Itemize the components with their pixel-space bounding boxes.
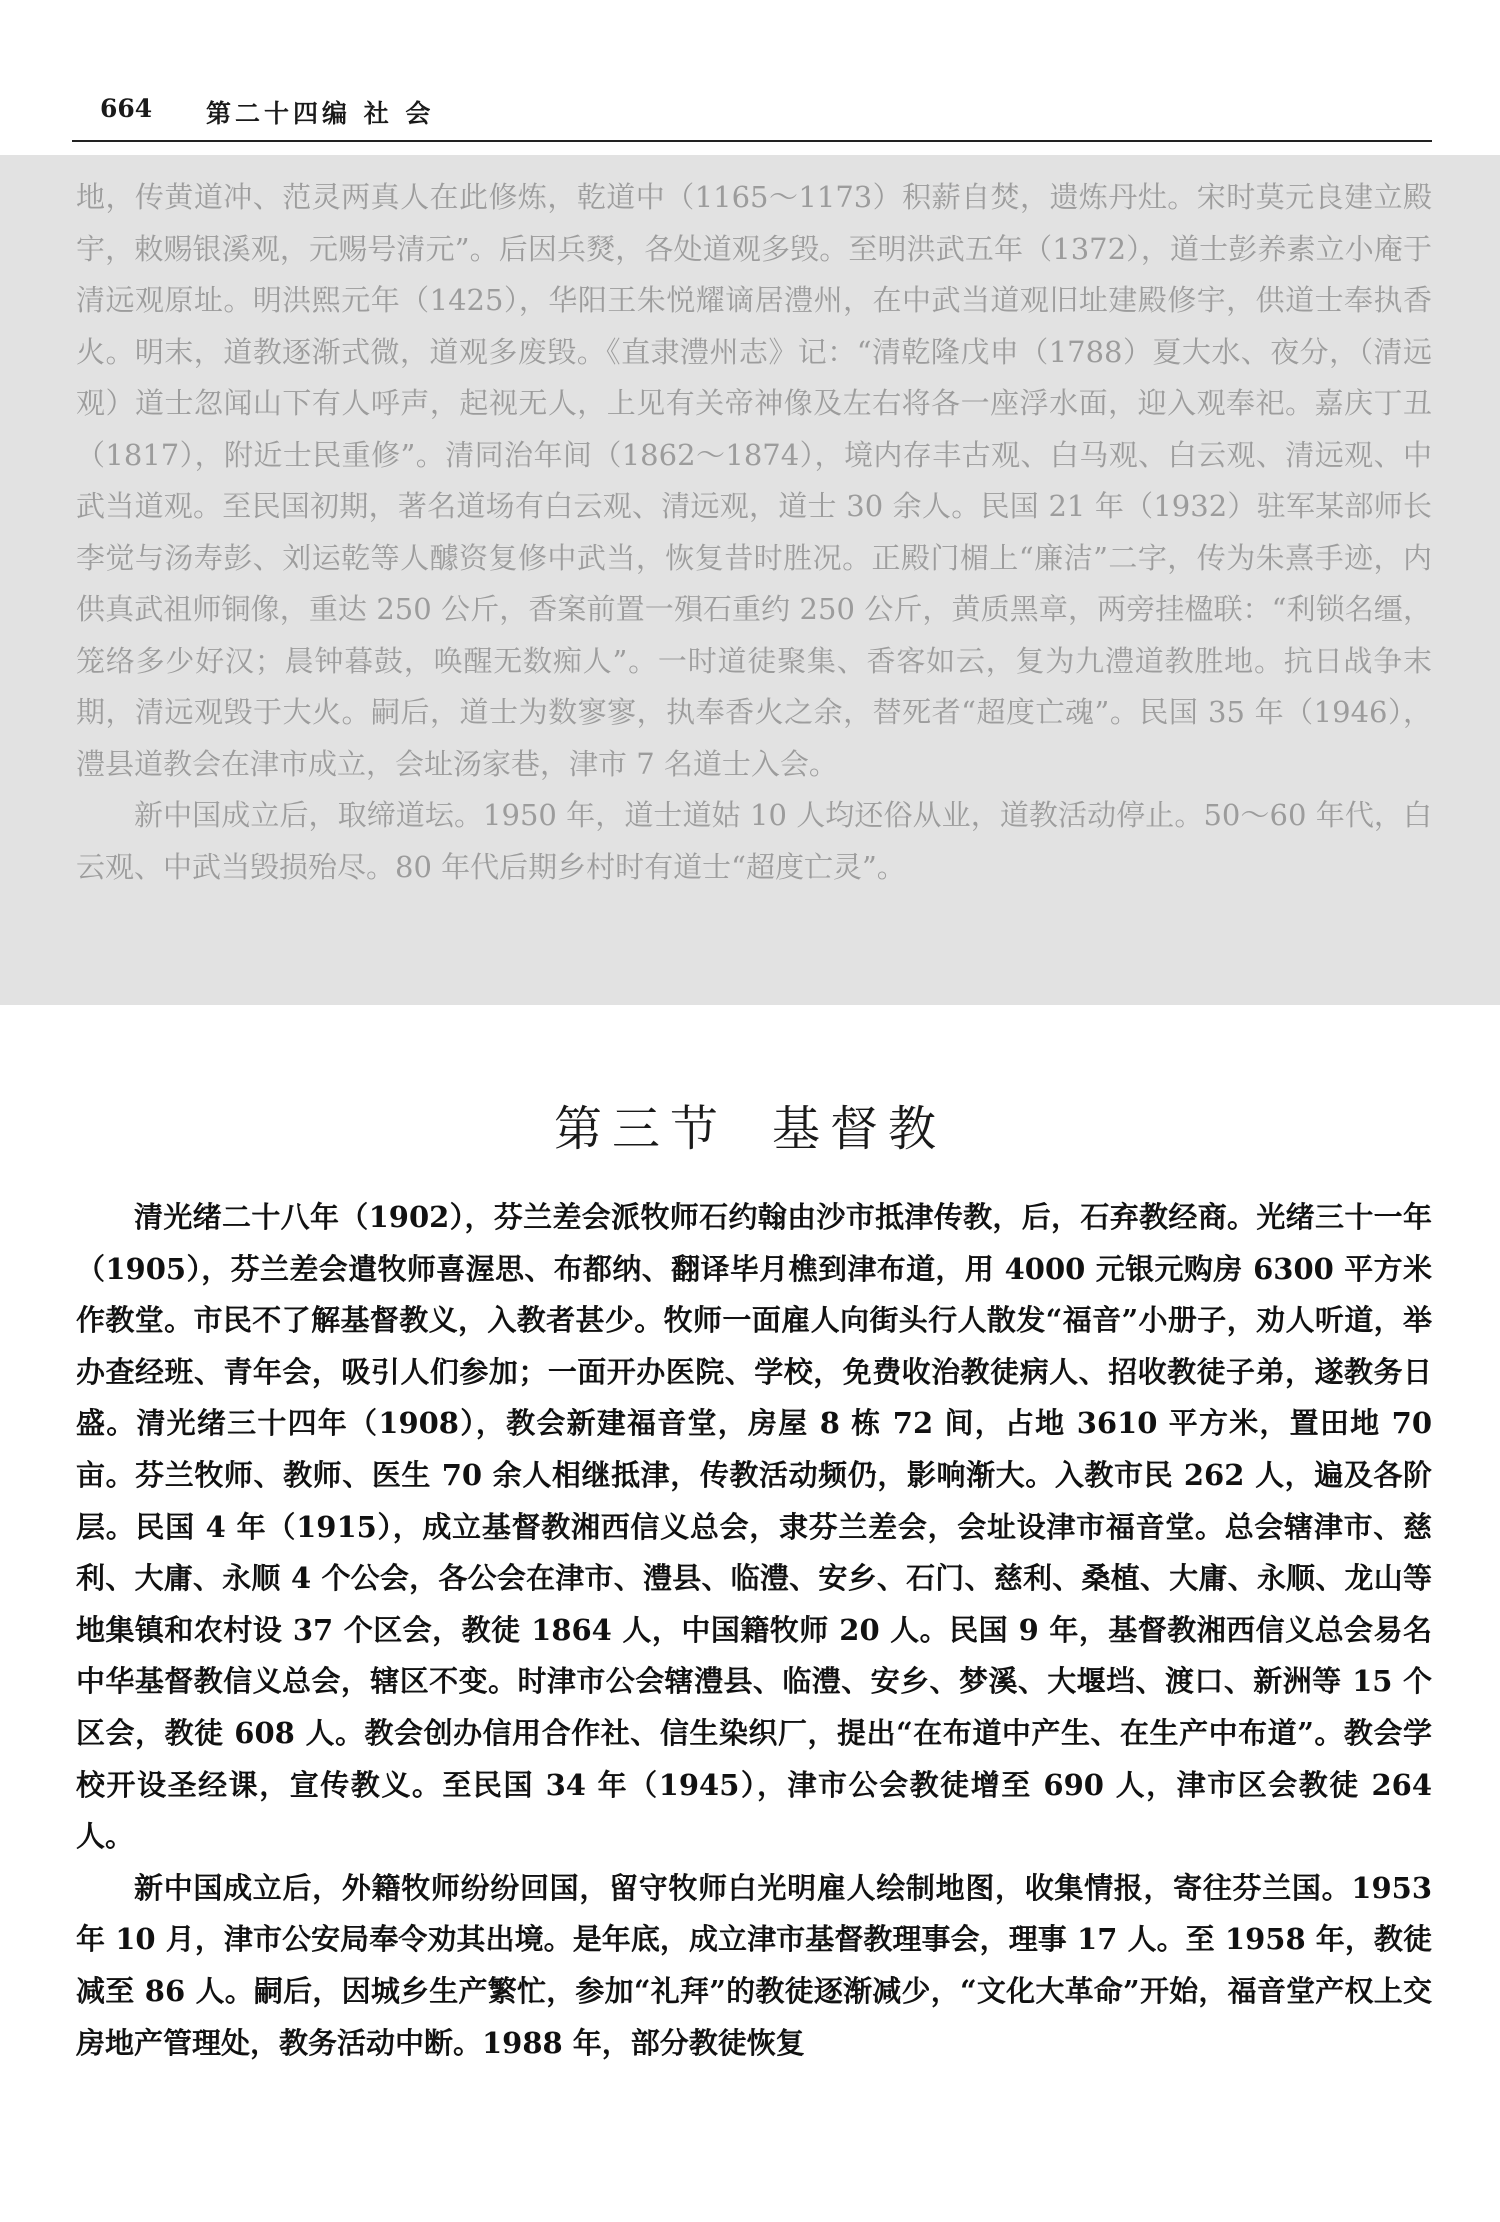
page-number: 664 — [100, 94, 153, 123]
main-paragraph-1: 清光绪二十八年（1902），芬兰差会派牧师石约翰由沙市抵津传教，后，石弃教经商。光绪三十一年（1905），芬兰差会遣牧师喜渥思、布都纳、翻译毕月樵到津布道，用 4000 元银元购房 6300 平方米作教堂。市民不了解基督教义，入教者甚少。牧师一面雇人向街头行人散发“福音”小册子，劝人听道，举办查经班、青年会，吸引人们参加；一面开办医院、学校，免费收治教徒病人、招收教徒子弟，遂教务日盛。清光绪三十四年（1908），教会新建福音堂，房屋 8 栋 72 间，占地 3610 平方米，置田地 70 亩。芬兰牧师、教师、医生 70 余人相继抵津，传教活动频仍，影响渐大。入教市民 262 人，遍及各阶层。民国 4 年（1915），成立基督教湘西信义总会，隶芬兰差会，会址设津市福音堂。总会辖津市、慈利、大庸、永顺 4 个公会，各公会在津市、澧县、临澧、安乡、石门、慈利、桑植、大庸、永顺、龙山等地集镇和农村设 37 个区会，教徒 1864 人，中国籍牧师 20 人。民国 9 年，基督教湘西信义总会易名中华基督教信义总会，辖区不变。时津市公会辖澧县、临澧、安乡、梦溪、大堰垱、渡口、新洲等 15 个区会，教徒 608 人。教会创办信用合作社、信生染织厂，提出“在布道中产生、在生产中布道”。教会学校开设圣经课，宣传教义。至民国 34 年（1945），津市公会教徒增至 690 人，津市区会教徒 264 人。 — [76, 1200, 1432, 1854]
chapter-title: 第二十四编 社 会 — [206, 99, 435, 128]
faded-text-block — [76, 172, 1432, 893]
page-header — [72, 90, 1432, 146]
main-paragraph-2: 新中国成立后，外籍牧师纷纷回国，留守牧师白光明雇人绘制地图，收集情报，寄往芬兰国。1953 年 10 月，津市公安局奉令劝其出境。是年底，成立津市基督教理事会，理事 17 人。至 1958 年，教徒减至 86 人。嗣后，因城乡生产繁忙，参加“礼拜”的教徒逐渐减少，“文化大革命”开始，福音堂产权上交房地产管理处，教务活动中断。1988 年，部分教徒恢复 — [76, 1870, 1432, 2060]
faded-paragraph-2: 新中国成立后，取缔道坛。1950 年，道士道姑 10 人均还俗从业，道教活动停止。50～60 年代，白云观、中武当毁损殆尽。80 年代后期乡村时有道士“超度亡灵”。 — [76, 798, 1432, 884]
section-name: 基督教 — [772, 1101, 947, 1157]
section-title — [0, 1090, 1500, 1159]
section-number: 第三节 — [553, 1101, 728, 1157]
header-rule — [72, 140, 1432, 142]
faded-paragraph-1: 地，传黄道冲、范灵两真人在此修炼，乾道中（1165～1173）积薪自焚，遗炼丹灶。宋时莫元良建立殿宇，敕赐银溪观，元赐号清元”。后因兵燹，各处道观多毁。至明洪武五年（1372），道士彭养素立小庵于清远观原址。明洪熙元年（1425），华阳王朱悦耀谪居澧州，在中武当道观旧址建殿修宇，供道士奉执香火。明末，道教逐渐式微，道观多废毁。《直隶澧州志》记：“清乾隆戊申（1788）夏大水、夜分，（清远观）道士忽闻山下有人呼声，起视无人，上见有关帝神像及左右将各一座浮水面，迎入观奉祀。嘉庆丁丑（1817），附近士民重修”。清同治年间（1862～1874），境内存丰古观、白马观、白云观、清远观、中武当道观。至民国初期，著名道场有白云观、清远观，道士 30 余人。民国 21 年（1932）驻军某部师长李觉与汤寿彭、刘运乾等人醵资复修中武当，恢复昔时胜况。正殿门楣上“廉洁”二字，传为朱熹手迹，内供真武祖师铜像，重达 250 公斤，香案前置一殞石重约 250 公斤，黄质黑章，两旁挂楹联：“利锁名缰，笼络多少好汉；晨钟暮鼓，唤醒无数痴人”。一时道徒聚集、香客如云，复为九澧道教胜地。抗日战争末期，清远观毁于大火。嗣后，道士为数寥寥，执奉香火之余，替死者“超度亡魂”。民国 35 年（1946），澧县道教会在津市成立，会址汤家巷，津市 7 名道士入会。 — [76, 180, 1432, 781]
main-text-block — [76, 1192, 1432, 2069]
